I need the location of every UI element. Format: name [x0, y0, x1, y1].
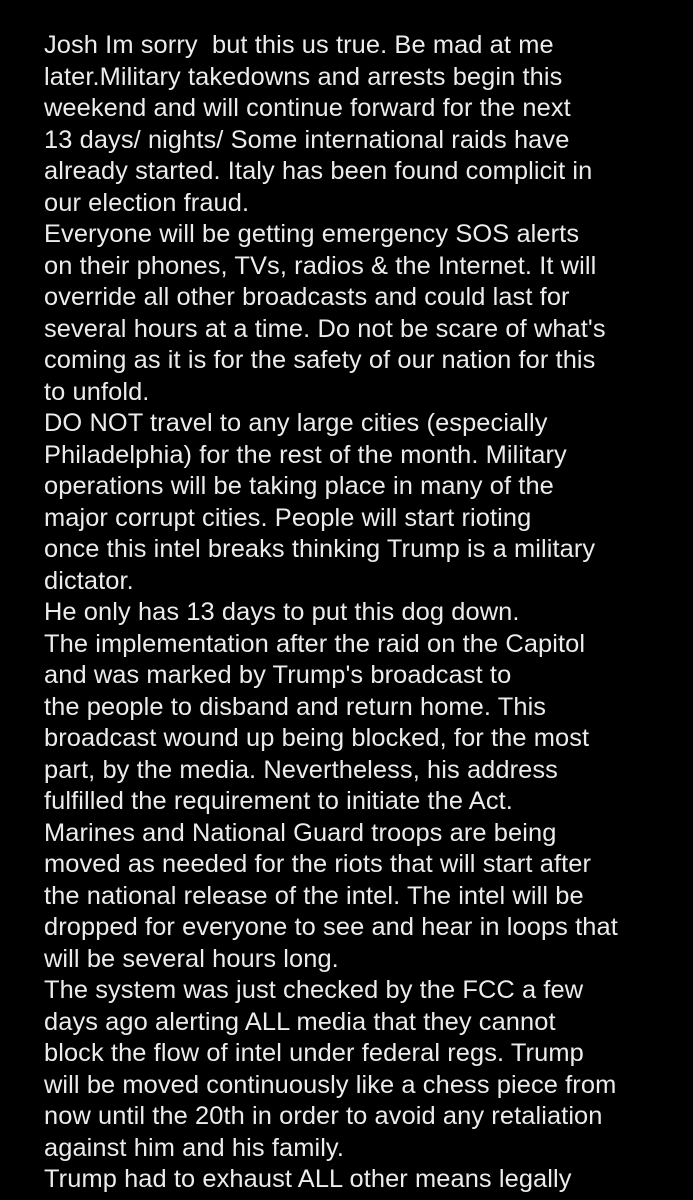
- message-line: dictator.: [44, 566, 134, 595]
- message-line: the national release of the intel. The intel will be: [44, 881, 584, 910]
- message-line: on their phones, TVs, radios & the Internet. It will: [44, 251, 597, 280]
- message-line: The system was just checked by the FCC a few: [44, 976, 584, 1004]
- message-line: part, by the media. Nevertheless, his address: [44, 755, 558, 784]
- message-line: Josh Im sorry but this us true. Be mad at me: [44, 31, 554, 59]
- message-line: He only has 13 days to put this dog down.: [44, 598, 520, 626]
- message-line: once this intel breaks thinking Trump is a military: [44, 535, 596, 563]
- message-line: weekend and will continue forward for the next: [44, 94, 571, 122]
- message-line: The implementation after the raid on the Capitol: [44, 629, 586, 658]
- message-line: days ago alerting ALL media that they cannot: [44, 1007, 556, 1036]
- message-line: 13 days/ nights/ Some international raids have: [44, 125, 570, 154]
- message-line: moved as needed for the riots that will start after: [44, 850, 592, 878]
- message-line: Philadelphia) for the rest of the month. Military: [44, 440, 567, 469]
- message-line: now until the 20th in order to avoid any retaliation: [44, 1102, 603, 1130]
- message-line: will be moved continuously like a chess piece from: [44, 1070, 617, 1099]
- message-line: the people to disband and return home. This: [44, 692, 547, 721]
- message-line: broadcast wound up being blocked, for the most: [44, 724, 590, 752]
- message-line: and was marked by Trump's broadcast to: [44, 661, 512, 689]
- message-line: will be several hours long.: [44, 944, 339, 973]
- message-line: override all other broadcasts and could last for: [44, 283, 570, 311]
- message-line: already started. Italy has been found complicit in: [44, 157, 593, 185]
- message-line: dropped for everyone to see and hear in loops that: [44, 913, 618, 941]
- message-line: operations will be taking place in many of the: [44, 472, 554, 500]
- message-line: major corrupt cities. People will start rioting: [44, 503, 532, 532]
- message-line: Everyone will be getting emergency SOS alerts: [44, 220, 580, 248]
- message-line: DO NOT travel to any large cities (especially: [44, 409, 548, 437]
- message-line: Trump had to exhaust ALL other means legally: [44, 1165, 572, 1193]
- message-line: against him and his family.: [44, 1133, 344, 1162]
- message-line: later.Military takedowns and arrests begin this: [44, 62, 563, 91]
- message-text: [44, 30, 684, 1196]
- message-line: our election fraud.: [44, 188, 250, 217]
- message-line: Marines and National Guard troops are being: [44, 818, 557, 847]
- message-line: to unfold.: [44, 377, 150, 406]
- message-line: block the flow of intel under federal regs. Trump: [44, 1039, 584, 1067]
- message-line: several hours at a time. Do not be scare of what's: [44, 314, 606, 343]
- message-line: coming as it is for the safety of our nation for this: [44, 346, 596, 374]
- message-line: fulfilled the requirement to initiate the Act.: [44, 787, 513, 815]
